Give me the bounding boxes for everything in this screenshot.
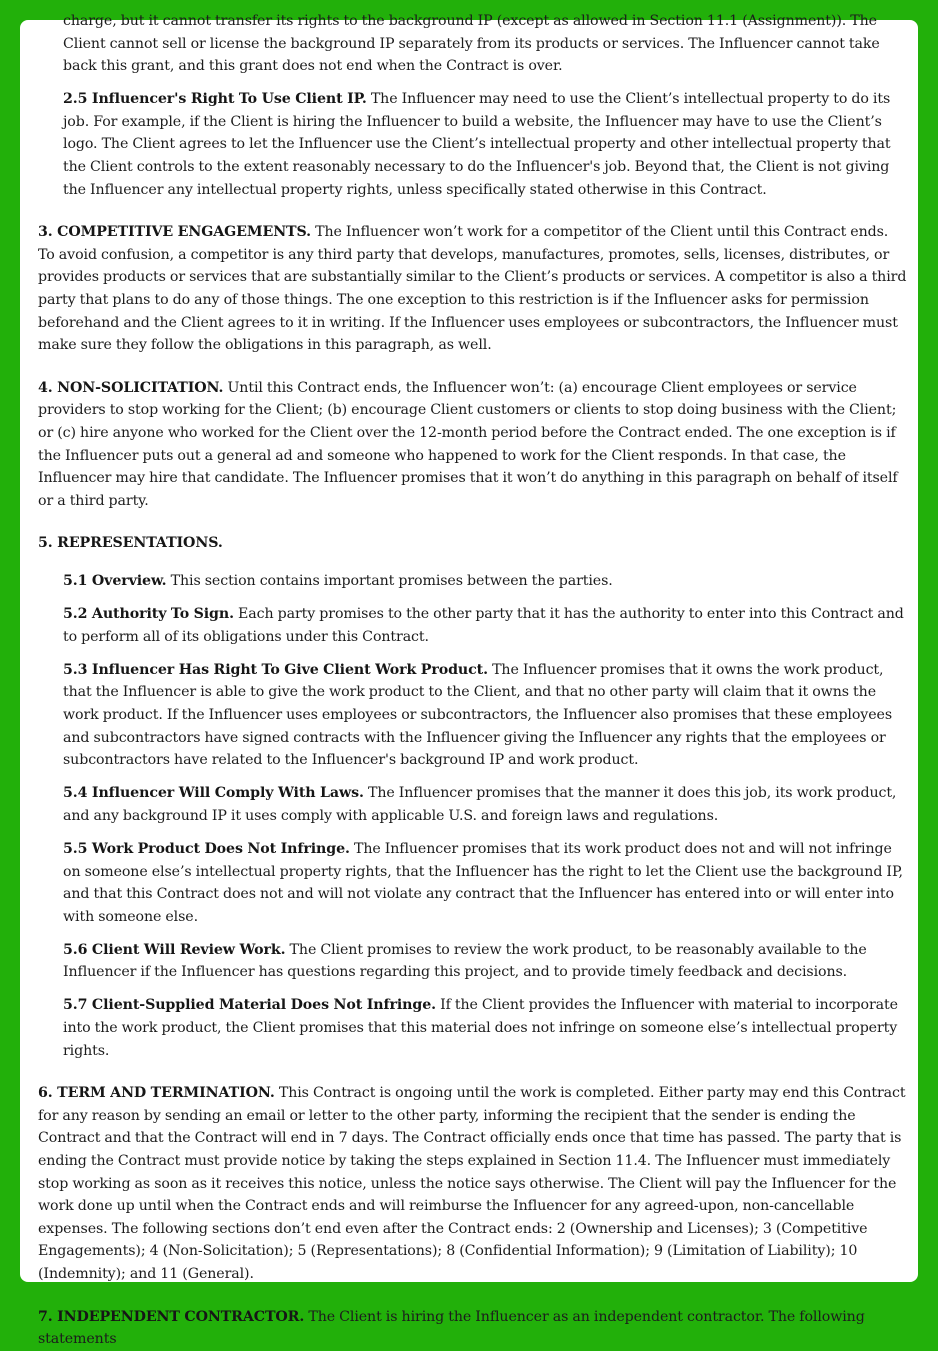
clause-5-7	[38, 994, 908, 1062]
clause-5-3-title: 5.3 Influencer Has Right To Give Client Work Product.	[63, 661, 488, 678]
clause-5-1	[38, 570, 908, 593]
clause-5-2	[38, 603, 908, 648]
clause-5-7-text: If the Client provides the Influencer with material to incorporate into the work product, the Client promises that this material does not infringe on someone else’s intellectual property rights.	[63, 997, 898, 1059]
section-4-title: 4. NON-SOLICITATION.	[38, 379, 224, 396]
clause-5-1-title: 5.1 Overview.	[63, 572, 167, 589]
clause-2-5	[38, 88, 908, 201]
clause-5-3	[38, 659, 908, 772]
clause-5-5-title: 5.5 Work Product Does Not Infringe.	[63, 840, 350, 857]
section-6-text: This Contract is ongoing until the work is completed. Either party may end this Contract for any reason by sending an email or letter to the other party, informing the recipient that the sender is ending the Contract and that the Contract will end in 7 days. The Contract officially ends once that time has passed. The party that is ending the Contract must provide notice by taking the steps explained in Section 11.4. The Influencer must immediately stop working as soon as it receives this notice, unless the notice says otherwise. The Client will pay the Influencer for the work done up until when the Contract ends and will reimburse the Influencer for any agreed-upon, non-cancellable expenses. The following sections don’t end even after the Contract ends: 2 (Ownership and Licenses); 3 (Competitive Engagements); 4 (Non-Solicitation); 5 (Representations); 8 (Confidential Information); 9 (Limitation of Liability); 10 (Indemnity); and 11 (General).	[38, 1085, 906, 1282]
clause-5-2-title: 5.2 Authority To Sign.	[63, 606, 234, 623]
clause-5-6-text: The Client promises to review the work product, to be reasonably available to the Influencer if the Influencer has questions regarding this project, and to provide timely feedback and decisions.	[63, 941, 867, 981]
clause-2-5-title: 2.5 Influencer's Right To Use Client IP.	[63, 91, 367, 108]
section-7	[38, 1306, 908, 1351]
section-6-title: 6. TERM AND TERMINATION.	[38, 1085, 275, 1102]
clause-2-5-text: The Influencer may need to use the Client’s intellectual property to do its job. For example, if the Client is hiring the Influencer to build a website, the Influencer may have to use the Client’s logo. The Client agrees to let the Influencer use the Client’s intellectual property and other intellectual property that the Client controls to the extent reasonably necessary to do the Influencer's job. Beyond that, the Client is not giving the Influencer any intellectual property rights, unless specifically stated otherwise in this Contract.	[63, 91, 891, 198]
section-5-title: 5. REPRESENTATIONS.	[38, 535, 223, 552]
clause-5-4	[38, 782, 908, 827]
clause-5-5	[38, 838, 908, 928]
clause-5-2-text: Each party promises to the other party that it has the authority to enter into this Contract and to perform all of its obligations under this Contract.	[63, 606, 904, 645]
clause-5-1-text: This section contains important promises between the parties.	[166, 572, 613, 589]
clause-5-4-title: 5.4 Influencer Will Comply With Laws.	[63, 785, 364, 802]
section-7-title: 7. INDEPENDENT CONTRACTOR.	[38, 1308, 305, 1325]
clause-5-4-text: The Influencer promises that the manner it does this job, its work product, and any background IP it uses comply with applicable U.S. and foreign laws and regulations.	[63, 785, 897, 824]
clause-5-6-title: 5.6 Client Will Review Work.	[63, 941, 286, 958]
section-3	[38, 221, 908, 357]
clause-5-3-text: The Influencer promises that it owns the work product, that the Influencer is able to give the work product to the Client, and that no other party will claim that it owns the work product. If the Influencer uses employees or subcontractors, the Influencer also promises that these employees and subcontractors have signed contracts with the Influencer giving the Influencer any rights that the employees or subcontractors have related to the Influencer's background IP and work product.	[63, 661, 892, 769]
document-page	[20, 13, 918, 1348]
section-5	[38, 532, 908, 555]
document-body	[38, 13, 908, 1351]
section-4-text: Until this Contract ends, the Influencer won’t: (a) encourage Client employees or service providers to stop working for the Client; (b) encourage Client customers or clients to stop doing business with the Client; or (c) hire anyone who worked for the Client over the 12-month period before the Contract ended. The one exception is if the Influencer puts out a general ad and someone who happened to work for the Client responds. In that case, the Influencer may hire that candidate. The Influencer promises that it won’t do anything in this paragraph on behalf of itself or a third party.	[38, 379, 898, 509]
clause-5-6	[38, 939, 908, 984]
section-3-title: 3. COMPETITIVE ENGAGEMENTS.	[38, 224, 311, 241]
section-3-text: The Influencer won’t work for a competitor of the Client until this Contract ends. To avoid confusion, a competitor is any third party that develops, manufactures, promotes, sells, licenses, distributes, or provides products or services that are substantially similar to the Client’s products or services. A competitor is also a third party that plans to do any of those things. The one exception to this restriction is if the Influencer asks for permission beforehand and the Client agrees to it in writing. If the Influencer uses employees or subcontractors, the Influencer must make sure they follow the obligations in this paragraph, as well.	[38, 224, 907, 354]
clause-5-7-title: 5.7 Client-Supplied Material Does Not Infringe.	[63, 997, 436, 1014]
section-7-text: The Client is hiring the Influencer as an independent contractor. The following statements	[38, 1308, 865, 1348]
section-6	[38, 1082, 908, 1285]
paragraph-2-4-continued: charge, but it cannot transfer its rights to the background IP (except as allowed in Section 11.1 (Assignment)). The Client cannot sell or license the background IP separately from its products or services. The Influencer cannot take back this grant, and this grant does not end when the Contract is over.	[63, 13, 880, 75]
clause-5-5-text: The Influencer promises that its work product does not and will not infringe on someone else’s intellectual property rights, that the Influencer has the right to let the Client use the background IP, and that this Contract does not and will not violate any contract that the Influencer has entered into or will enter into with someone else.	[63, 840, 903, 925]
section-4	[38, 377, 908, 513]
